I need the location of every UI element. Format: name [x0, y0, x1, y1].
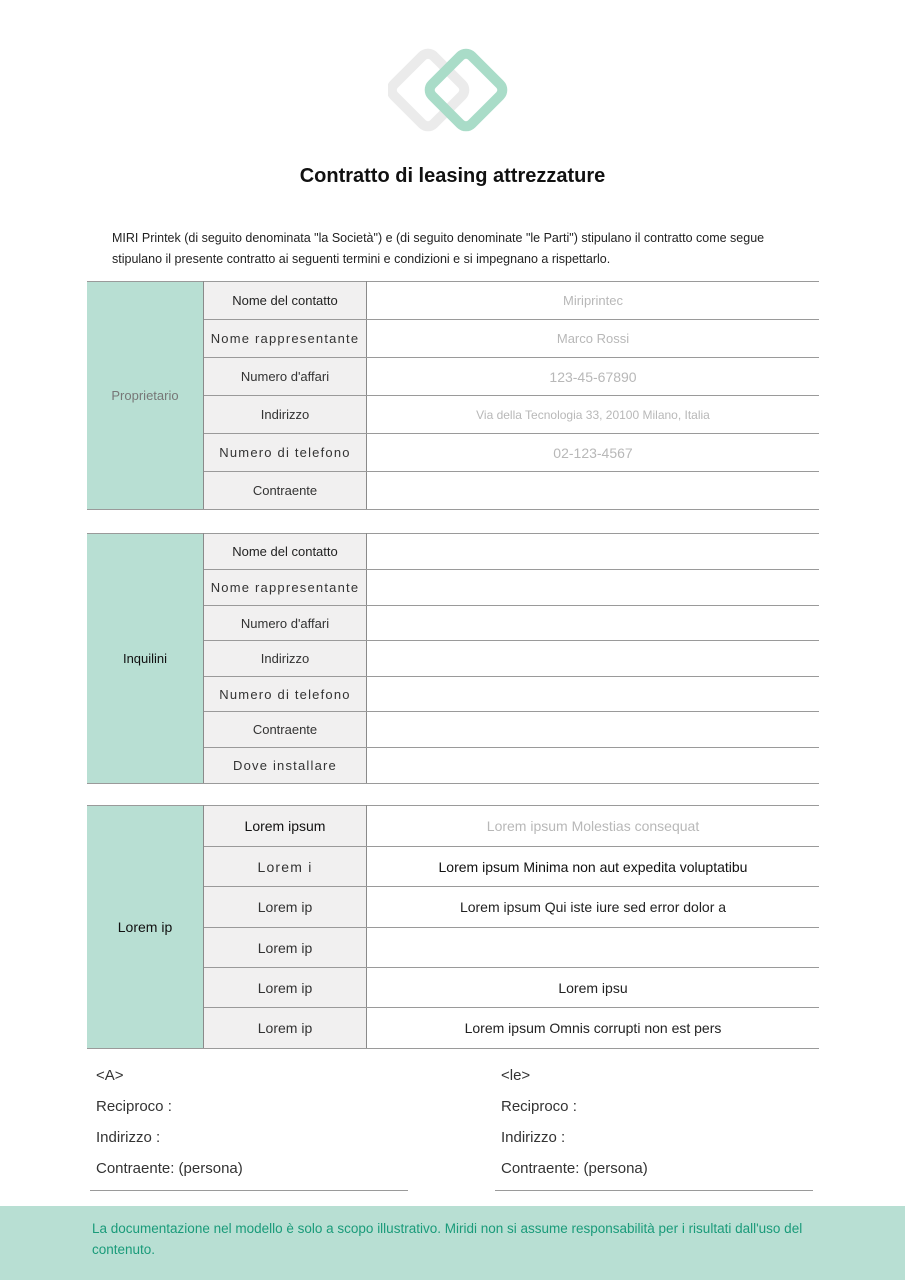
lorem-value[interactable]: Lorem ipsum Qui iste iure sed error dolor a [367, 887, 820, 928]
owner-label-contact: Nome del contatto [204, 282, 367, 320]
footer-banner [0, 1206, 905, 1280]
tenants-group-label: Inquilini [87, 534, 204, 784]
intro-paragraph [112, 228, 812, 270]
signature-indirizzo: Indirizzo : [96, 1129, 161, 1146]
owner-value-contractor[interactable] [367, 472, 820, 510]
owner-table [87, 281, 819, 510]
owner-value-phone[interactable]: 02-123-4567 [367, 434, 820, 472]
owner-value-business-number[interactable]: 123-45-67890 [367, 358, 820, 396]
lorem-table [87, 805, 819, 1049]
owner-value-contact[interactable]: Miriprintec [367, 282, 820, 320]
page-title: Contratto di leasing attrezzature [299, 165, 606, 187]
lorem-label: Lorem ip [204, 1008, 367, 1049]
signature-party: <A> [96, 1067, 124, 1084]
signature-contraente: Contraente: (persona) [96, 1160, 243, 1177]
lorem-label: Lorem ip [204, 887, 367, 928]
intro-line: MIRI Printek (di seguito denominata "la Società") e (di seguito denominate "le Parti") stipulano il contratto come segue [112, 231, 765, 245]
owner-label-representative: Nome rappresentante [204, 320, 367, 358]
signature-block-left [90, 1060, 408, 1191]
tenants-label-contact: Nome del contatto [204, 534, 367, 570]
lorem-label: Lorem ipsum [204, 806, 367, 847]
owner-value-representative[interactable]: Marco Rossi [367, 320, 820, 358]
tenants-label-business-number: Numero d'affari [204, 606, 367, 641]
signature-reciproco: Reciproco : [96, 1098, 172, 1115]
signature-indirizzo: Indirizzo : [501, 1129, 566, 1146]
tenants-value-address[interactable] [367, 641, 820, 677]
tenants-label-representative: Nome rappresentante [204, 570, 367, 606]
owner-value-address[interactable]: Via della Tecnologia 33, 20100 Milano, Italia [367, 396, 820, 434]
tenants-value-contact[interactable] [367, 534, 820, 570]
signature-reciproco: Reciproco : [501, 1098, 577, 1115]
tenants-label-address: Indirizzo [204, 641, 367, 677]
tenants-value-business-number[interactable] [367, 606, 820, 641]
intro-line: stipulano il presente contratto ai seguenti termini e condizioni e si impegnano a rispettarlo. [112, 252, 611, 266]
signature-block-right [495, 1060, 813, 1191]
footer-disclaimer: La documentazione nel modello è solo a scopo illustrativo. Miridi non si assume responsabilità per i risultati dall'uso del contenuto. [92, 1221, 803, 1257]
lorem-value[interactable]: Lorem ipsum Molestias consequat [367, 806, 820, 847]
tenants-value-contractor[interactable] [367, 712, 820, 748]
owner-label-phone: Numero di telefono [204, 434, 367, 472]
lorem-label: Lorem ip [204, 968, 367, 1008]
owner-label-address: Indirizzo [204, 396, 367, 434]
logo-icon [388, 48, 518, 148]
lorem-group-label: Lorem ip [87, 806, 204, 1049]
owner-label-contractor: Contraente [204, 472, 367, 510]
tenants-table [87, 533, 819, 784]
lorem-label: Lorem i [204, 847, 367, 887]
signature-contraente: Contraente: (persona) [501, 1160, 648, 1177]
tenants-value-representative[interactable] [367, 570, 820, 606]
lorem-value[interactable] [367, 928, 820, 968]
lorem-label: Lorem ip [204, 928, 367, 968]
tenants-value-install-location[interactable] [367, 748, 820, 784]
tenants-label-phone: Numero di telefono [204, 677, 367, 712]
lorem-value[interactable]: Lorem ipsum Omnis corrupti non est pers [367, 1008, 820, 1049]
owner-label-business-number: Numero d'affari [204, 358, 367, 396]
lorem-value[interactable]: Lorem ipsum Minima non aut expedita voluptatibu [367, 847, 820, 887]
tenants-value-phone[interactable] [367, 677, 820, 712]
tenants-label-contractor: Contraente [204, 712, 367, 748]
signature-party: <le> [501, 1067, 531, 1084]
owner-group-label: Proprietario [87, 282, 204, 510]
tenants-label-install-location: Dove installare [204, 748, 367, 784]
lorem-value[interactable]: Lorem ipsu [367, 968, 820, 1008]
